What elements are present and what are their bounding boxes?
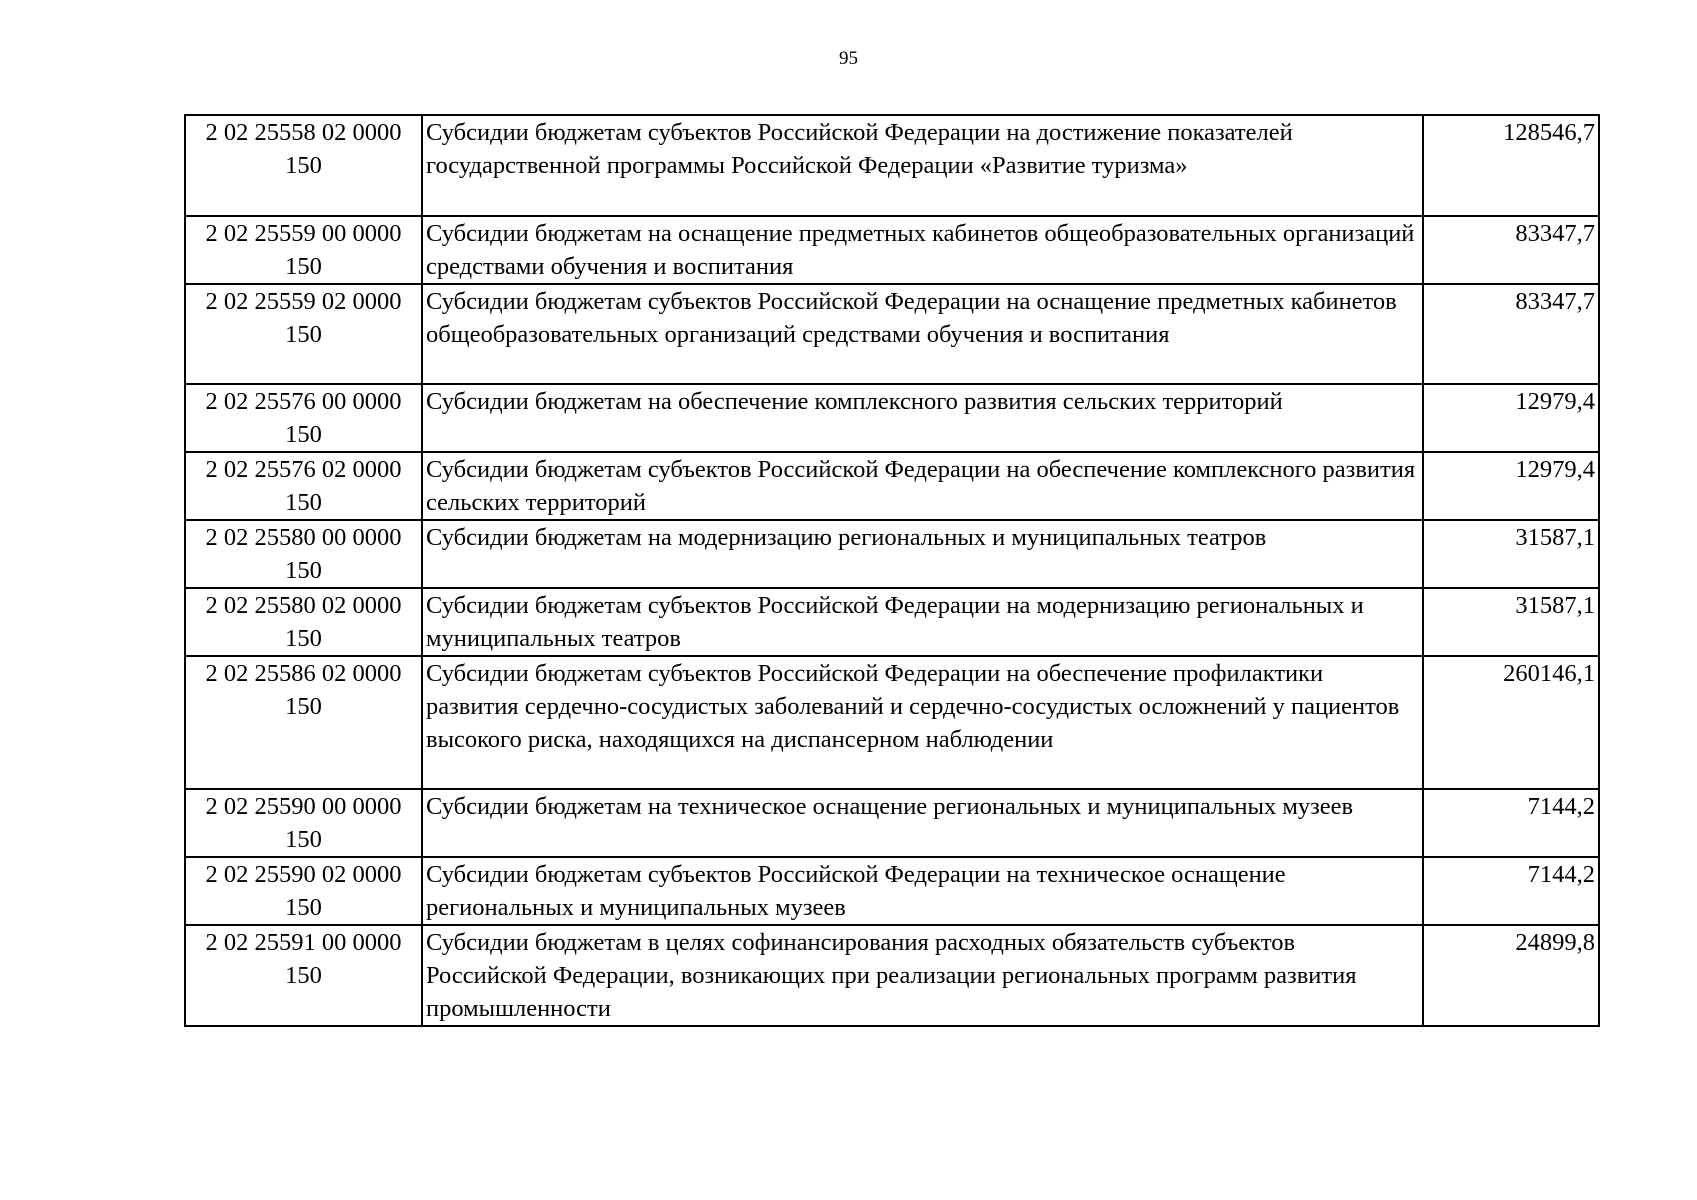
budget-code: 2 02 25559 02 0000 bbox=[205, 288, 402, 315]
budget-code-cell bbox=[185, 115, 422, 216]
budget-code-cell bbox=[185, 216, 422, 284]
budget-code: 2 02 25576 02 0000 bbox=[205, 456, 402, 483]
budget-code-cell bbox=[185, 452, 422, 520]
budget-revenue-table bbox=[184, 114, 1600, 1027]
description-cell: Субсидии бюджетам субъектов Российской Федерации на достижение показателей государственной программы Российской Федерации «Развитие туризма» bbox=[422, 115, 1423, 216]
description-cell: Субсидии бюджетам субъектов Российской Федерации на обеспечение комплексного развития сельских территорий bbox=[422, 452, 1423, 520]
table-row bbox=[185, 115, 1599, 216]
table-row bbox=[185, 789, 1599, 857]
budget-code-suffix: 150 bbox=[285, 894, 322, 921]
table-row bbox=[185, 452, 1599, 520]
amount-cell: 7144,2 bbox=[1423, 789, 1599, 857]
amount-cell: 128546,7 bbox=[1423, 115, 1599, 216]
description-cell: Субсидии бюджетам субъектов Российской Федерации на модернизацию региональных и муниципальных театров bbox=[422, 588, 1423, 656]
table-row bbox=[185, 588, 1599, 656]
amount-cell: 12979,4 bbox=[1423, 452, 1599, 520]
budget-code-suffix: 150 bbox=[285, 253, 322, 280]
budget-code: 2 02 25576 00 0000 bbox=[205, 388, 402, 415]
budget-code-suffix: 150 bbox=[285, 962, 322, 989]
budget-code: 2 02 25559 00 0000 bbox=[205, 220, 402, 247]
description-cell: Субсидии бюджетам субъектов Российской Федерации на обеспечение профилактики развития сердечно-сосудистых заболеваний и сердечно-сосудистых осложнений у пациентов высокого риска, находящихся на диспансерном наблюдении bbox=[422, 656, 1423, 789]
amount-cell: 83347,7 bbox=[1423, 216, 1599, 284]
description-cell: Субсидии бюджетам субъектов Российской Федерации на оснащение предметных кабинетов общеобразовательных организаций средствами обучения и воспитания bbox=[422, 284, 1423, 384]
table-row bbox=[185, 216, 1599, 284]
amount-cell: 12979,4 bbox=[1423, 384, 1599, 452]
budget-code-suffix: 150 bbox=[285, 489, 322, 516]
description-cell: Субсидии бюджетам в целях софинансирования расходных обязательств субъектов Российской Федерации, возникающих при реализации региональных программ развития промышленности bbox=[422, 925, 1423, 1026]
amount-cell: 260146,1 bbox=[1423, 656, 1599, 789]
budget-code-cell bbox=[185, 588, 422, 656]
budget-code: 2 02 25591 00 0000 bbox=[205, 929, 402, 956]
table-row bbox=[185, 656, 1599, 789]
budget-code-cell bbox=[185, 284, 422, 384]
description-cell: Субсидии бюджетам на модернизацию региональных и муниципальных театров bbox=[422, 520, 1423, 588]
budget-code: 2 02 25586 02 0000 bbox=[205, 660, 402, 687]
budget-code-suffix: 150 bbox=[285, 693, 322, 720]
description-cell: Субсидии бюджетам субъектов Российской Федерации на техническое оснащение региональных и муниципальных музеев bbox=[422, 857, 1423, 925]
table-row bbox=[185, 384, 1599, 452]
budget-code-suffix: 150 bbox=[285, 826, 322, 853]
table-row bbox=[185, 284, 1599, 384]
description-cell: Субсидии бюджетам на оснащение предметных кабинетов общеобразовательных организаций средствами обучения и воспитания bbox=[422, 216, 1423, 284]
amount-cell: 31587,1 bbox=[1423, 588, 1599, 656]
budget-code-cell bbox=[185, 656, 422, 789]
budget-code: 2 02 25580 00 0000 bbox=[205, 524, 402, 551]
budget-code: 2 02 25590 02 0000 bbox=[205, 861, 402, 888]
table-row bbox=[185, 925, 1599, 1026]
budget-code-suffix: 150 bbox=[285, 421, 322, 448]
budget-code-suffix: 150 bbox=[285, 625, 322, 652]
amount-cell: 31587,1 bbox=[1423, 520, 1599, 588]
budget-code-cell bbox=[185, 789, 422, 857]
page-number: 95 bbox=[839, 48, 858, 69]
table-row bbox=[185, 520, 1599, 588]
budget-code-suffix: 150 bbox=[285, 152, 322, 179]
budget-code-suffix: 150 bbox=[285, 557, 322, 584]
amount-cell: 83347,7 bbox=[1423, 284, 1599, 384]
description-cell: Субсидии бюджетам на техническое оснащение региональных и муниципальных музеев bbox=[422, 789, 1423, 857]
budget-code-cell bbox=[185, 384, 422, 452]
amount-cell: 24899,8 bbox=[1423, 925, 1599, 1026]
budget-code: 2 02 25558 02 0000 bbox=[205, 119, 402, 146]
budget-code-cell bbox=[185, 857, 422, 925]
table-row bbox=[185, 857, 1599, 925]
budget-code: 2 02 25590 00 0000 bbox=[205, 793, 402, 820]
budget-code-suffix: 150 bbox=[285, 321, 322, 348]
budget-code-cell bbox=[185, 925, 422, 1026]
amount-cell: 7144,2 bbox=[1423, 857, 1599, 925]
budget-code-cell bbox=[185, 520, 422, 588]
budget-code: 2 02 25580 02 0000 bbox=[205, 592, 402, 619]
description-cell: Субсидии бюджетам на обеспечение комплексного развития сельских территорий bbox=[422, 384, 1423, 452]
